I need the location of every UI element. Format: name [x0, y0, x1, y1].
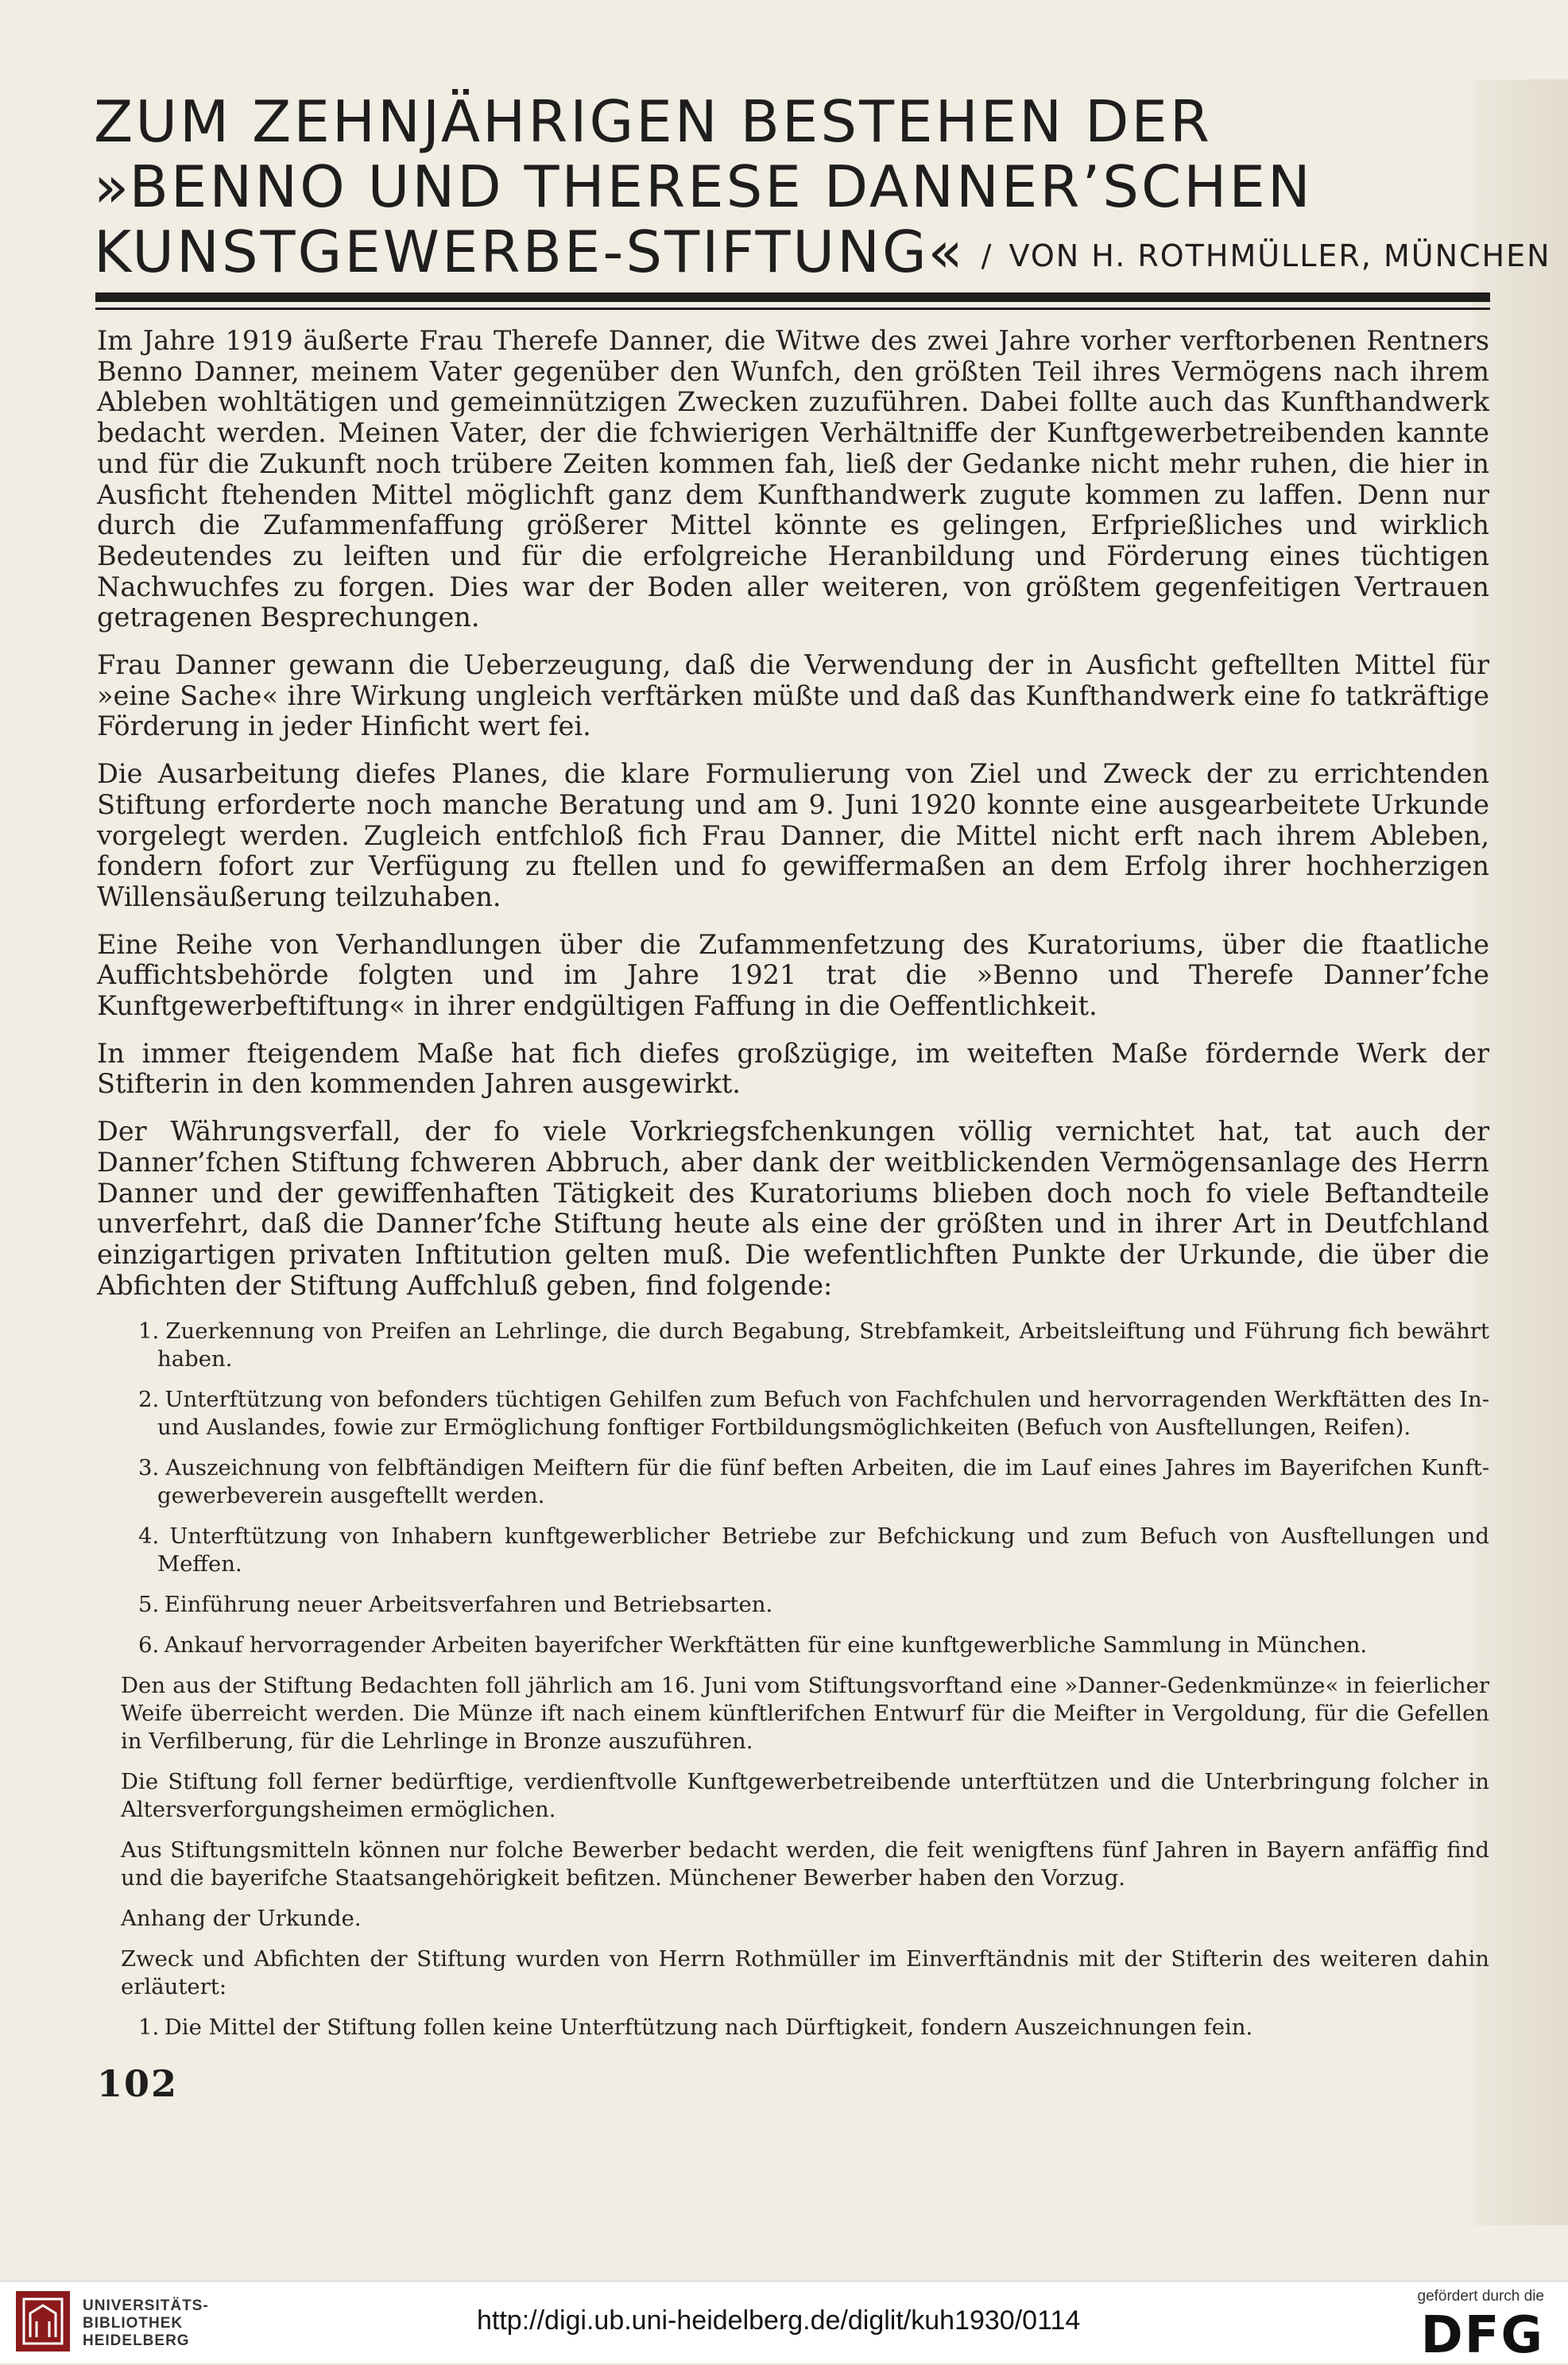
- article-header: [94, 88, 1551, 288]
- dfg-logo: DFG: [1420, 2306, 1544, 2365]
- list-item-text: Die Mittel der Stiftung follen keine Unterftützung nach Dürftigkeit, fondern Auszeichnungen fein.: [164, 2015, 1253, 2041]
- list-item: [97, 1591, 1489, 1619]
- urkunde-list: [97, 1318, 1489, 1659]
- list-item: [97, 1386, 1489, 1442]
- list-item-number: 4.: [138, 1523, 160, 1550]
- list-item-text: Einführung neuer Arbeitsverfahren und Betriebsarten.: [164, 1592, 773, 1618]
- title-line-2: »BENNO UND THERESE DANNER’SCHEN: [94, 153, 1313, 220]
- title-line-1: ZUM ZEHNJÄHRIGEN BESTEHEN DER: [94, 88, 1212, 155]
- sponsor-label: gefördert durch die: [1417, 2288, 1544, 2305]
- urkunde-paragraph: Aus Stiftungsmitteln können nur folche Bewerber bedacht werden, die feit wenigftens fünf Jahren in Bayern anfäffig find und die bayerifche Staatsangehörigkeit befitzen. Münchener Bewerber haben den Vorzug.: [121, 1837, 1489, 1891]
- title-separator: /: [970, 238, 1005, 274]
- paragraph: Im Jahre 1919 äußerte Frau Therefe Danner, die Witwe des zwei Jahre vorher verftorbenen Rentners Benno Danner, meinem Vater gegenüber den Wunfch, den größten Teil ihres Vermögens nach ihrem Ableben wohltätigen und gemeinnützigen Zwecken zuzuführen. Dabei follte auch das Kunfthandwerk bedacht werden. Meinen Vater, der die fchwierigen Verhältniffe der Kunftgewerbetreibenden kannte und für die Zukunft noch trübere Zeiten kommen fah, ließ der Gedanke nicht mehr ruhen, die hier in Ausficht ftehenden Mittel möglichft ganz dem Kunfthandwerk zugute kommen zu laffen. Denn nur durch die Zufammenfaffung größerer Mittel könnte es gelingen, Erfprießliches und wirklich Bedeutendes zu leiften und für die erfolgreiche Heranbildung und Förderung eines tüchtigen Nachwuchfes zu forgen. Dies war der Boden aller weiteren, von größtem gegenfeitigen Vertrauen getragenen Besprechungen.: [97, 325, 1489, 633]
- header-rule-thick: [95, 292, 1490, 302]
- university-seal-icon: [14, 2290, 72, 2353]
- urkunde-paragraph: Den aus der Stiftung Bedachten foll jährlich am 16. Juni vom Stiftungsvorftand eine »Danner-Gedenkmünze« in feierlicher Weife überreicht werden. Die Münze ift nach einem künftlerifchen Entwurf für die Meifter in Vergoldung, für die Gefellen in Verfilberung, für die Lehrlinge in Bronze auszuführen.: [121, 1673, 1489, 1755]
- urkunde-excerpt: [97, 1318, 1489, 2042]
- list-item: [97, 2014, 1489, 2042]
- article-body: [97, 326, 1489, 2054]
- paragraph: Eine Reihe von Verhandlungen über die Zufammenfetzung des Kuratoriums, über die ftaatliche Auffichtsbehörde folgten und im Jahre 1921 trat die »Benno und Therefe Danner’fche Kunftgewerbeftiftung« in ihrer endgültigen Faffung in die Oeffentlichkeit.: [97, 928, 1489, 1022]
- list-item-number: 5.: [138, 1592, 160, 1618]
- list-item-text: Zuerkennung von Preifen an Lehrlinge, die durch Begabung, Strebfamkeit, Arbeitsleiftung und Führung fich bewährt haben.: [157, 1318, 1489, 1372]
- urkunde-paragraph: Die Stiftung foll ferner bedürftige, verdienftvolle Kunftgewerbetreibende unterftützen und die Unterbringung folcher in Altersverforgungsheimen ermöglichen.: [121, 1769, 1489, 1823]
- urkunde-paragraph: Zweck und Abfichten der Stiftung wurden von Herrn Rothmüller im Einverftändnis mit der Stifterin des weiteren dahin erläutert:: [121, 1946, 1489, 2000]
- author-byline: VON H. ROTHMÜLLER, MÜNCHEN: [1009, 238, 1551, 274]
- title-line-3: [94, 219, 1551, 288]
- list-item: [97, 1632, 1489, 1659]
- list-item-number: 2.: [138, 1387, 160, 1413]
- paragraph: Die Ausarbeitung diefes Planes, die klare Formulierung von Ziel und Zweck der zu errichtenden Stiftung erforderte noch manche Beratung und am 9. Juni 1920 konnte eine ausgearbeitete Urkunde vorgelegt werden. Zugleich entfchloß fich Frau Danner, die Mittel nicht erft nach ihrem Ableben, fondern fofort zur Verfügung zu ftellen und fo gewiffermaßen an dem Erfolg ihrer hochherzigen Willensäußerung teilzuhaben.: [97, 758, 1489, 912]
- list-item: [97, 1523, 1489, 1578]
- list-item-number: 3.: [138, 1455, 160, 1481]
- list-item-number: 6.: [138, 1632, 160, 1659]
- permalink-url[interactable]: http://digi.ub.uni-heidelberg.de/diglit/kuh1930/0114: [477, 2305, 1081, 2336]
- institution-line: BIBLIOTHEK: [83, 2315, 184, 2332]
- list-item: [97, 1454, 1489, 1510]
- institution-line: UNIVERSITÄTS-: [83, 2297, 209, 2314]
- header-rule-thin: [95, 308, 1490, 310]
- paragraph: Frau Danner gewann die Ueberzeugung, daß die Verwendung der in Ausficht geftellten Mittel für »eine Sache« ihre Wirkung ungleich verftärken müßte und daß das Kunfthandwerk eine fo tatkräftige Förderung in jeder Hinficht wert fei.: [97, 649, 1489, 742]
- paragraph: Der Währungsverfall, der fo viele Vorkriegsfchenkungen völlig vernichtet hat, tat auch der Danner’fchen Stiftung fchweren Abbruch, aber dank der weitblickenden Vermögensanlage des Herrn Danner und der gewiffenhaften Tätigkeit des Kuratoriums blieben doch noch fo viele Beftandteile unverfehrt, daß die Danner’fche Stiftung heute als eine der größten und in ihrer Art in Deutfchland einzigartigen privaten Inftitution gelten muß. Die wefentlichften Punkte der Urkunde, die über die Abfichten der Stiftung Auffchluß geben, find folgende:: [97, 1116, 1489, 1301]
- institution-name: [83, 2297, 209, 2350]
- page-number: 102: [97, 2062, 179, 2105]
- list-item-text: Unterftützung von befonders tüchtigen Gehilfen zum Befuch von Fachfchulen und hervorragenden Werkftätten des In- und Auslandes, fowie zur Ermöglichung fonftiger Fortbildungsmöglichkeiten (Befuch von Ausftellungen, Reifen).: [157, 1387, 1489, 1441]
- title-line-3-text: KUNSTGEWERBE-STIFTUNG«: [94, 219, 966, 285]
- list-item-text: Ankauf hervorragender Arbeiten bayerifcher Werkftätten für eine kunftgewerbliche Sammlung in München.: [164, 1632, 1368, 1659]
- viewer-footer: [0, 2281, 1568, 2363]
- anhang-heading: Anhang der Urkunde.: [121, 1906, 362, 1932]
- paragraph: In immer fteigendem Maße hat fich diefes großzügige, im weiteften Maße fördernde Werk der Stifterin in den kommenden Jahren ausgewirkt.: [97, 1037, 1489, 1100]
- list-item-number: 1.: [138, 1318, 160, 1345]
- list-item-number: 1.: [138, 2015, 160, 2041]
- anhang-list: [97, 2014, 1489, 2042]
- list-item-text: Unterftützung von Inhabern kunftgewerblicher Betriebe zur Befchickung und zum Befuch von Ausftellungen und Meffen.: [157, 1523, 1489, 1577]
- list-item-text: Auszeichnung von felbftändigen Meiftern für die fünf beften Arbeiten, die im Lauf eines Jahres im Bayerifchen Kunftgewerbeverein ausgeftellt werden.: [157, 1455, 1489, 1509]
- list-item: [97, 1318, 1489, 1373]
- institution-line: HEIDELBERG: [83, 2332, 190, 2349]
